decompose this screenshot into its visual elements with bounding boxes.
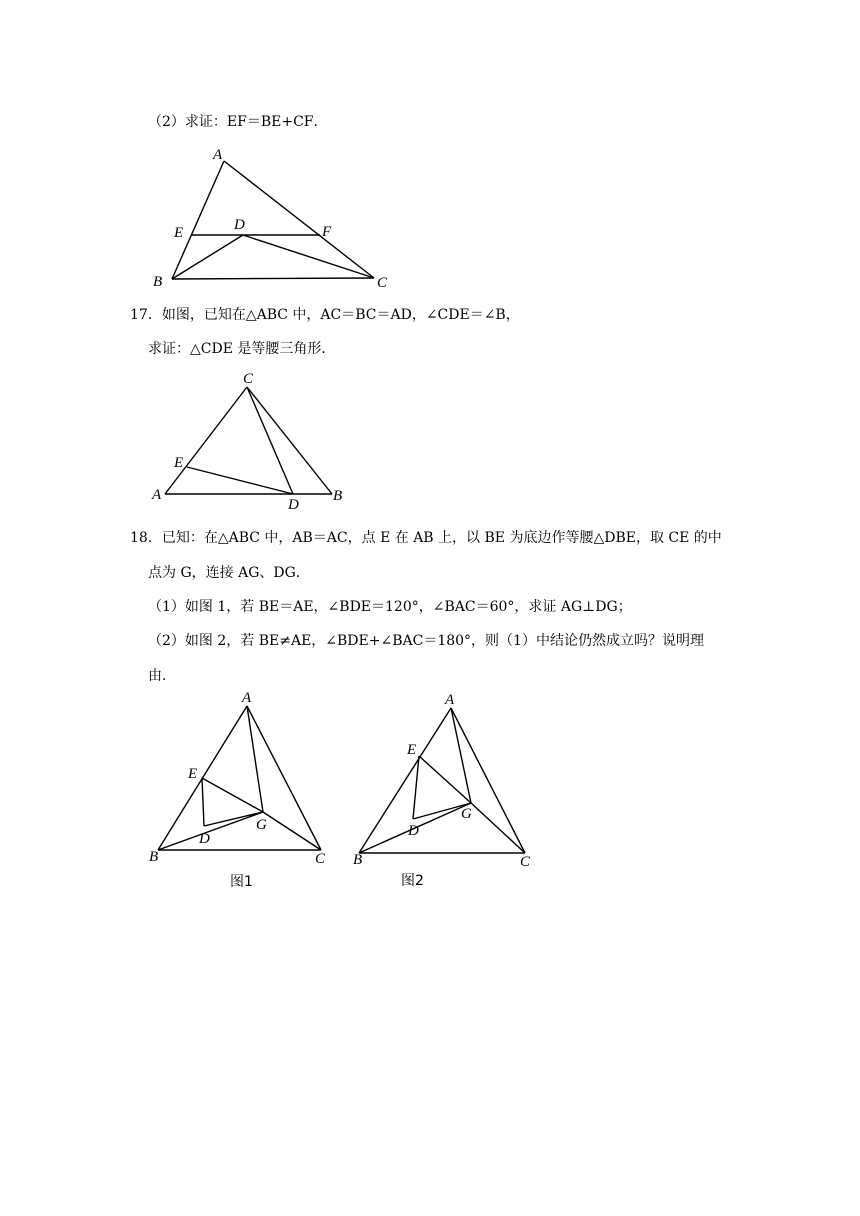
label-e: E (188, 766, 198, 782)
label-a: A (242, 690, 252, 706)
label-d: D (408, 823, 419, 839)
label-b: B (333, 488, 343, 504)
segment-ag (451, 708, 471, 803)
segment-bc (172, 278, 374, 279)
label-d: D (288, 497, 299, 513)
label-e: E (174, 225, 184, 241)
segment-ab (359, 708, 451, 853)
figure-2-caption: 图2 (401, 873, 424, 889)
label-f: F (322, 224, 332, 240)
q18-line4: （2）如图 2，若 BE≠AE，∠BDE+∠BAC＝180°，则（1）中结论仍然成立吗？说明理 (148, 633, 704, 649)
label-b: B (153, 274, 163, 290)
q18-figure-2 (345, 688, 545, 898)
q18-line2: 点为 G，连接 AG、DG． (148, 565, 310, 581)
label-c: C (377, 275, 388, 291)
label-a: A (445, 692, 455, 708)
q18-line1: 18．已知：在△ABC 中，AB＝AC，点 E 在 AB 上，以 BE 为底边作等腰△DBE，取 CE 的中 (130, 530, 722, 546)
label-e: E (407, 742, 417, 758)
figure-1-caption: 图1 (230, 874, 253, 890)
q17-line1: 17．如图，已知在△ABC 中，AC＝BC＝AD，∠CDE＝∠B， (130, 307, 520, 323)
segment-ac (224, 161, 374, 278)
q17-figure (145, 366, 360, 516)
segment-cb (247, 387, 332, 494)
segment-bg (158, 812, 263, 850)
segment-bd (172, 235, 243, 279)
segment-gc (471, 803, 525, 853)
segment-ed (202, 778, 204, 826)
segment-ed (187, 467, 293, 494)
segment-ab (172, 161, 224, 279)
label-g: G (461, 806, 472, 822)
segment-dg (204, 812, 263, 826)
label-g: G (256, 817, 267, 833)
q17-line2: 求证：△CDE 是等腰三角形． (148, 341, 336, 357)
label-b: B (149, 849, 159, 865)
segment-ac (451, 708, 525, 853)
q18-figure-1 (140, 688, 340, 898)
q16-part2: （2）求证：EF＝BE+CF． (148, 114, 328, 130)
label-d: D (199, 831, 210, 847)
q16-figure (140, 140, 400, 295)
label-e: E (174, 455, 184, 471)
segment-ca (165, 387, 247, 494)
label-a: A (213, 147, 223, 163)
segment-dc (243, 235, 374, 278)
segment-eg (202, 778, 263, 812)
label-b: B (353, 852, 363, 868)
label-c: C (315, 851, 326, 867)
q18-line5: 由． (148, 668, 176, 684)
segment-gc (263, 812, 321, 850)
q18-line3: （1）如图 1，若 BE＝AE，∠BDE＝120°，∠BAC＝60°，求证 AG⊥DG； (148, 599, 632, 615)
label-c: C (243, 371, 254, 387)
label-c: C (520, 854, 531, 870)
label-d: D (234, 217, 245, 233)
label-a: A (152, 487, 162, 503)
segment-cd (247, 387, 293, 494)
